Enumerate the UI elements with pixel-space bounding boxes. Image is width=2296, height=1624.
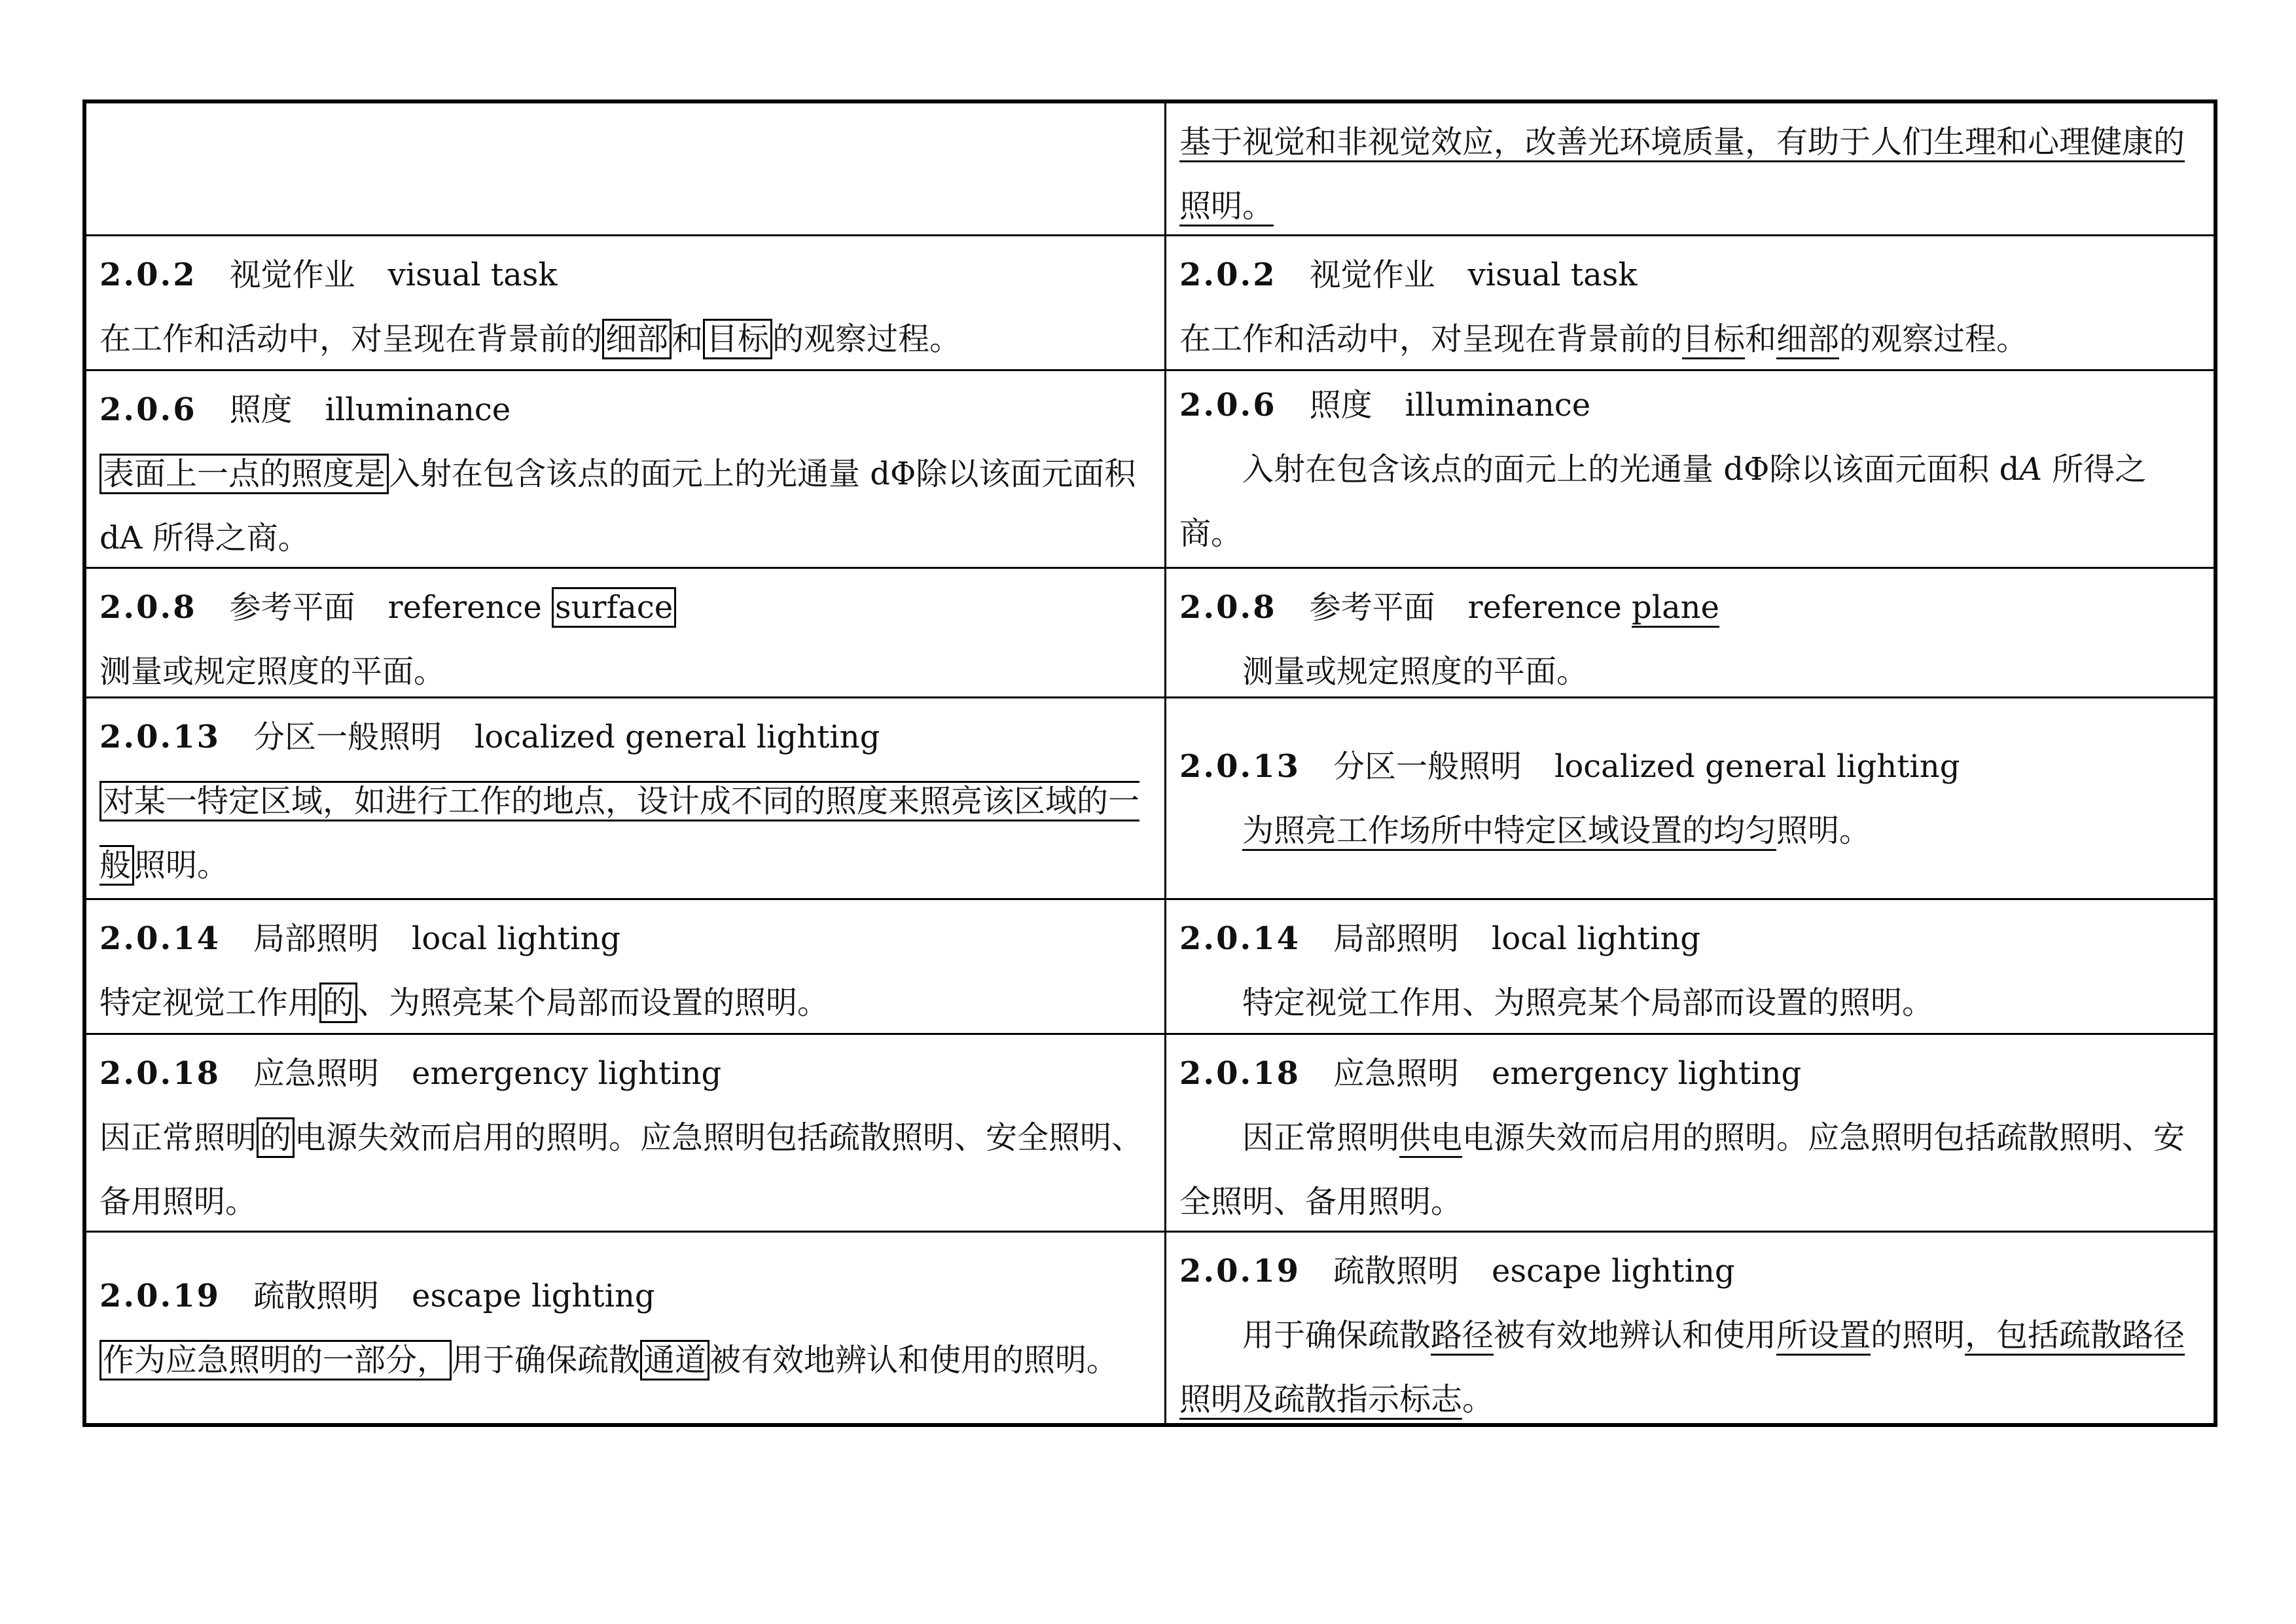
term-chinese: 照度 [1309, 386, 1372, 424]
term-heading [1179, 734, 2200, 799]
table-cell-left [86, 1233, 1166, 1423]
changed-text: 细部 [1776, 321, 1840, 357]
term-chinese: 分区一般照明 [253, 719, 442, 755]
term-chinese: 疏散照明 [253, 1277, 380, 1314]
clause-number: 2.0.18 [1179, 1055, 1301, 1092]
definition: 特定视觉工作用 的 、为照亮某个局部而设置的照明。 [99, 971, 1151, 1035]
term-chinese: 应急照明 [253, 1055, 380, 1092]
deleted-text: 细部 [602, 319, 672, 359]
term-english: visual task [387, 257, 558, 293]
table-cell-right [1166, 103, 2214, 234]
term-english: illuminance [1405, 386, 1591, 424]
term-english: localized general lighting [1554, 748, 1960, 785]
table-row [86, 1231, 2214, 1423]
deleted-text: 表面上一点的照度是 [99, 454, 389, 494]
deleted-text: surface [552, 587, 676, 628]
definition: 表面上一点的照度是 入射在包含该点的面元上的光通量 dΦ除以该面元面积 dA 所得之商。 [99, 442, 1151, 570]
term-heading [99, 378, 1151, 442]
term-english: escape lighting [1492, 1253, 1735, 1290]
table-cell-right [1166, 1035, 2214, 1231]
term-english: visual task [1467, 257, 1638, 293]
comparison-table [82, 99, 2217, 1427]
clause-number: 2.0.6 [1179, 386, 1277, 424]
term-chinese: 应急照明 [1333, 1055, 1460, 1092]
definition: 对某一特定区域，如进行工作的地点，设计成不同的照度来照亮该区域的一般 照明。 [99, 769, 1151, 897]
changed-text: 目标 [1682, 321, 1746, 357]
term-english: emergency lighting [412, 1055, 722, 1092]
definition: 入射在包含该点的面元上的光通量 dΦ除以该面元面积 dA 所得之商。 [1179, 450, 2147, 552]
clause-number: 2.0.8 [99, 589, 197, 626]
table-cell-right [1166, 1233, 2214, 1423]
deleted-text: 对某一特定区域，如进行工作的地点，设计成不同的照度来照亮该区域的一般 [99, 781, 1139, 886]
term-chinese: 分区一般照明 [1333, 748, 1522, 785]
term-heading [1179, 575, 2200, 640]
changed-text: plane [1631, 589, 1719, 626]
definition: 因正常照明供电电源失效而启用的照明。应急照明包括疏散照明、安全照明、备用照明。 [1179, 1119, 2185, 1220]
term-heading [1179, 1239, 2200, 1303]
definition: 在工作和活动中，对呈现在背景前的目标和细部的观察过程。 [1179, 321, 2028, 357]
clause-number: 2.0.13 [1179, 748, 1301, 785]
term-heading [1179, 1041, 2200, 1106]
term-chinese: 视觉作业 [1309, 257, 1435, 293]
term-heading [99, 243, 1151, 307]
term-chinese: 局部照明 [1333, 920, 1460, 957]
table-cell-left [86, 236, 1166, 369]
clause-number: 2.0.8 [1179, 589, 1277, 626]
term-heading [99, 1264, 1151, 1328]
deleted-text: 作为应急照明的一部分， [99, 1340, 452, 1380]
clause-number: 2.0.19 [99, 1277, 221, 1314]
term-heading [99, 575, 1151, 640]
term-english: reference surface [388, 587, 677, 628]
term-chinese: 参考平面 [1309, 589, 1435, 626]
term-chinese: 视觉作业 [229, 257, 355, 293]
term-english: local lighting [1492, 920, 1701, 957]
table-cell-right [1166, 900, 2214, 1033]
term-heading [99, 907, 1151, 971]
changed-text: 供电 [1399, 1119, 1463, 1156]
deleted-text: 通道 [640, 1340, 709, 1380]
table-row [86, 696, 2214, 898]
clause-number: 2.0.6 [99, 391, 197, 428]
term-english: emergency lighting [1492, 1055, 1802, 1092]
definition: 特定视觉工作用、为照亮某个局部而设置的照明。 [1242, 984, 1934, 1021]
term-chinese: 照度 [229, 391, 293, 428]
table-cell-left [86, 900, 1166, 1033]
term-chinese: 局部照明 [253, 920, 380, 957]
changed-text: 路径 [1431, 1317, 1494, 1354]
term-english: local lighting [412, 920, 621, 957]
definition: 在工作和活动中，对呈现在背景前的 细部 和 目标 的观察过程。 [99, 307, 1151, 371]
table-row [86, 369, 2214, 567]
table-row [86, 898, 2214, 1033]
definition: 用于确保疏散路径被有效地辨认和使用所设置的照明，包括疏散路径照明及疏散指示标志。 [1179, 1317, 2185, 1418]
deleted-text: 的 [257, 1117, 295, 1158]
table-row [86, 103, 2214, 234]
clause-number: 2.0.2 [1179, 257, 1277, 293]
clause-number: 2.0.2 [99, 257, 197, 293]
table-row [86, 567, 2214, 696]
table-cell-left [86, 1035, 1166, 1231]
table-cell-left [86, 371, 1166, 567]
term-heading [1179, 907, 2200, 971]
deleted-text: 目标 [703, 319, 772, 359]
term-english: illuminance [325, 391, 511, 428]
clause-number: 2.0.13 [99, 719, 221, 755]
term-chinese: 疏散照明 [1333, 1253, 1460, 1290]
definition: 为照亮工作场所中特定区域设置的均匀照明。 [1242, 812, 1871, 849]
definition: 作为应急照明的一部分， 用于确保疏散 通道 被有效地辨认和使用的照明。 [99, 1328, 1151, 1392]
table-row [86, 1033, 2214, 1231]
table-row [86, 234, 2214, 369]
definition: 测量或规定照度的平面。 [1242, 653, 1588, 690]
clause-number: 2.0.14 [1179, 920, 1301, 957]
table-cell-right [1166, 236, 2214, 369]
changed-text: 为照亮工作场所中特定区域设置的均匀 [1242, 812, 1777, 849]
deleted-text: 的 [319, 983, 357, 1023]
table-cell-left [86, 698, 1166, 898]
table-cell-right [1166, 371, 2214, 567]
term-heading [1179, 243, 2200, 307]
table-cell-right [1166, 569, 2214, 696]
term-heading [99, 1041, 1151, 1106]
term-english: localized general lighting [475, 719, 880, 755]
changed-text: ，包括疏散路径照明及疏散指示标志 [1179, 1317, 2185, 1418]
clause-number: 2.0.14 [99, 920, 221, 957]
clause-number: 2.0.19 [1179, 1253, 1301, 1290]
changed-text: 基于视觉和非视觉效应，改善光环境质量，有助于人们生理和心理健康的照明。 [1179, 124, 2185, 225]
table-cell-left [86, 569, 1166, 696]
term-chinese: 参考平面 [229, 589, 355, 626]
definition: 测量或规定照度的平面。 [99, 653, 446, 690]
definition: 因正常照明 的 电源失效而启用的照明。应急照明包括疏散照明、安全照明、备用照明。 [99, 1106, 1151, 1234]
table-cell-right [1166, 698, 2214, 898]
clause-number: 2.0.18 [99, 1055, 221, 1092]
term-heading [1179, 373, 2200, 437]
term-english: reference plane [1467, 589, 1719, 626]
term-heading [99, 705, 1151, 769]
changed-text: 所设置 [1776, 1317, 1871, 1354]
term-english: escape lighting [412, 1277, 655, 1314]
table-cell-left [86, 103, 1166, 234]
